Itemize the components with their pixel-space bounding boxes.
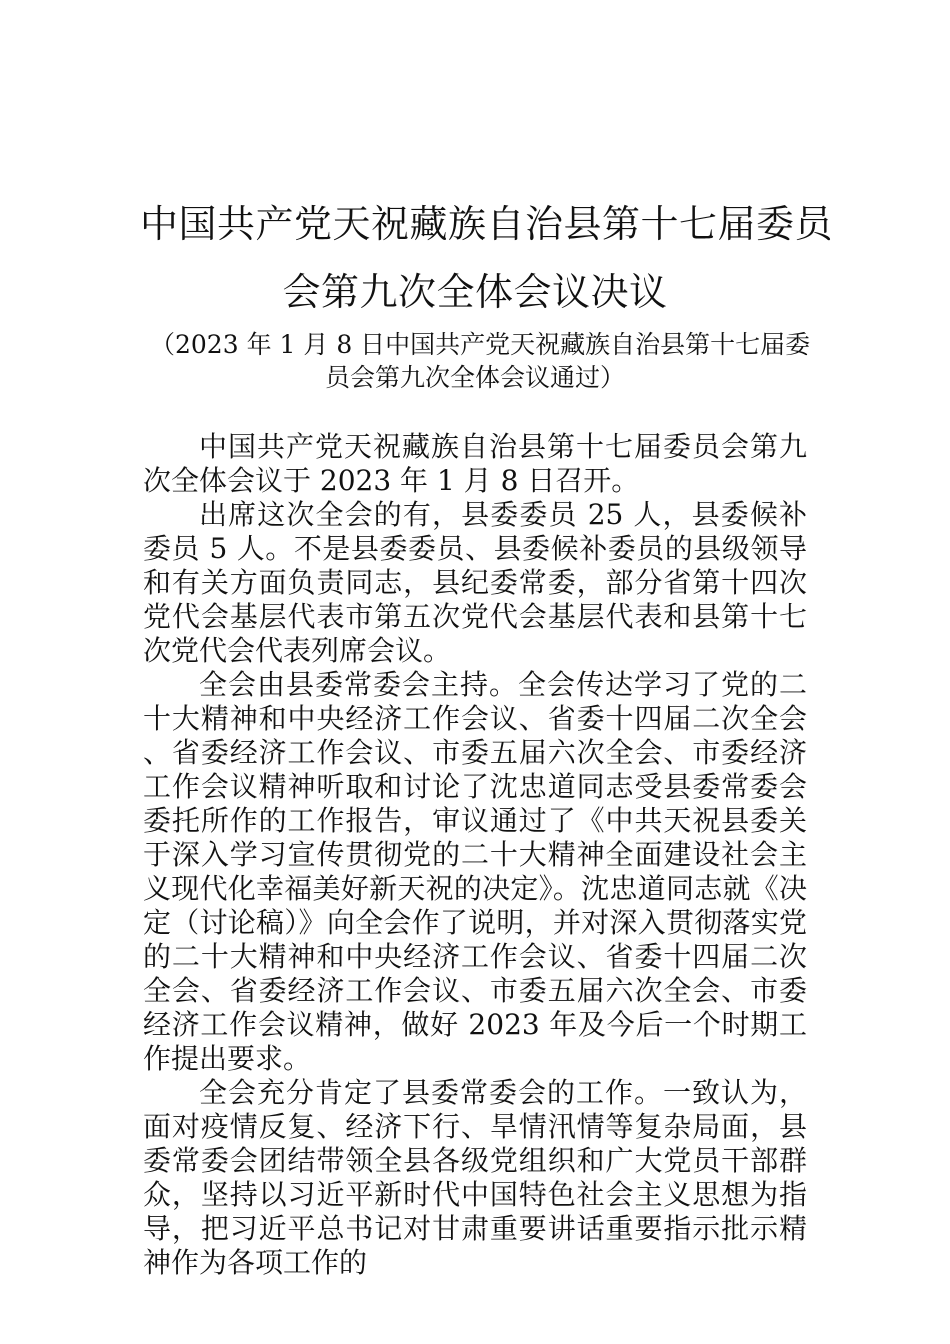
document-subtitle-line-2: 员会第九次全体会议通过） (324, 363, 625, 392)
document-subtitle-line-1: （2023 年 1 月 8 日中国共产党天祝藏族自治县第十七届委 (150, 330, 811, 359)
paragraph-proceedings: 全会由县委常委会主持。全会传达学习了党的二十大精神和中央经济工作会议、省委十四届二次全会、省委经济工作会议、市委五届六次全会、市委经济工作会议精神听取和讨论了沈忠道同志受县委常委会委托所作的工作报告，审议通过了《中共天祝县委关于深入学习宣传贯彻党的二十大精神全面建设社会主义现代化幸福美好新天祝的决定》。沈忠道同志就《决定（讨论稿）》向全会作了说明，并对深入贯彻落实党的二十大精神和中央经济工作会议、省委十四届二次全会、省委经济工作会议、市委五届六次全会、市委经济工作会议精神，做好 2023 年及今后一个时期工作提出要求。 (143, 668, 807, 1075)
document-body (143, 430, 807, 1280)
paragraph-assessment: 全会充分肯定了县委常委会的工作。一致认为，面对疫情反复、经济下行、旱情汛情等复杂局面，县委常委会团结带领全县各级党组织和广大党员干部群众，坚持以习近平新时代中国特色社会主义思想为指导，把习近平总书记对甘肃重要讲话重要指示批示精神作为各项工作的 (143, 1076, 807, 1279)
document-title-line-1: 中国共产党天祝藏族自治县第十七届委员 (140, 202, 834, 246)
paragraph-attendance: 出席这次全会的有，县委委员 25 人，县委候补委员 5 人。不是县委委员、县委候补委员的县级领导和有关方面负责同志，县纪委常委，部分省第十四次党代会基层代表市第五次党代会基层代表和县第十七次党代会代表列席会议。 (143, 498, 807, 667)
document-title-line-2: 会第九次全体会议决议 (282, 270, 668, 314)
paragraph-opening: 中国共产党天祝藏族自治县第十七届委员会第九次全体会议于 2023 年 1 月 8 日召开。 (143, 430, 807, 497)
